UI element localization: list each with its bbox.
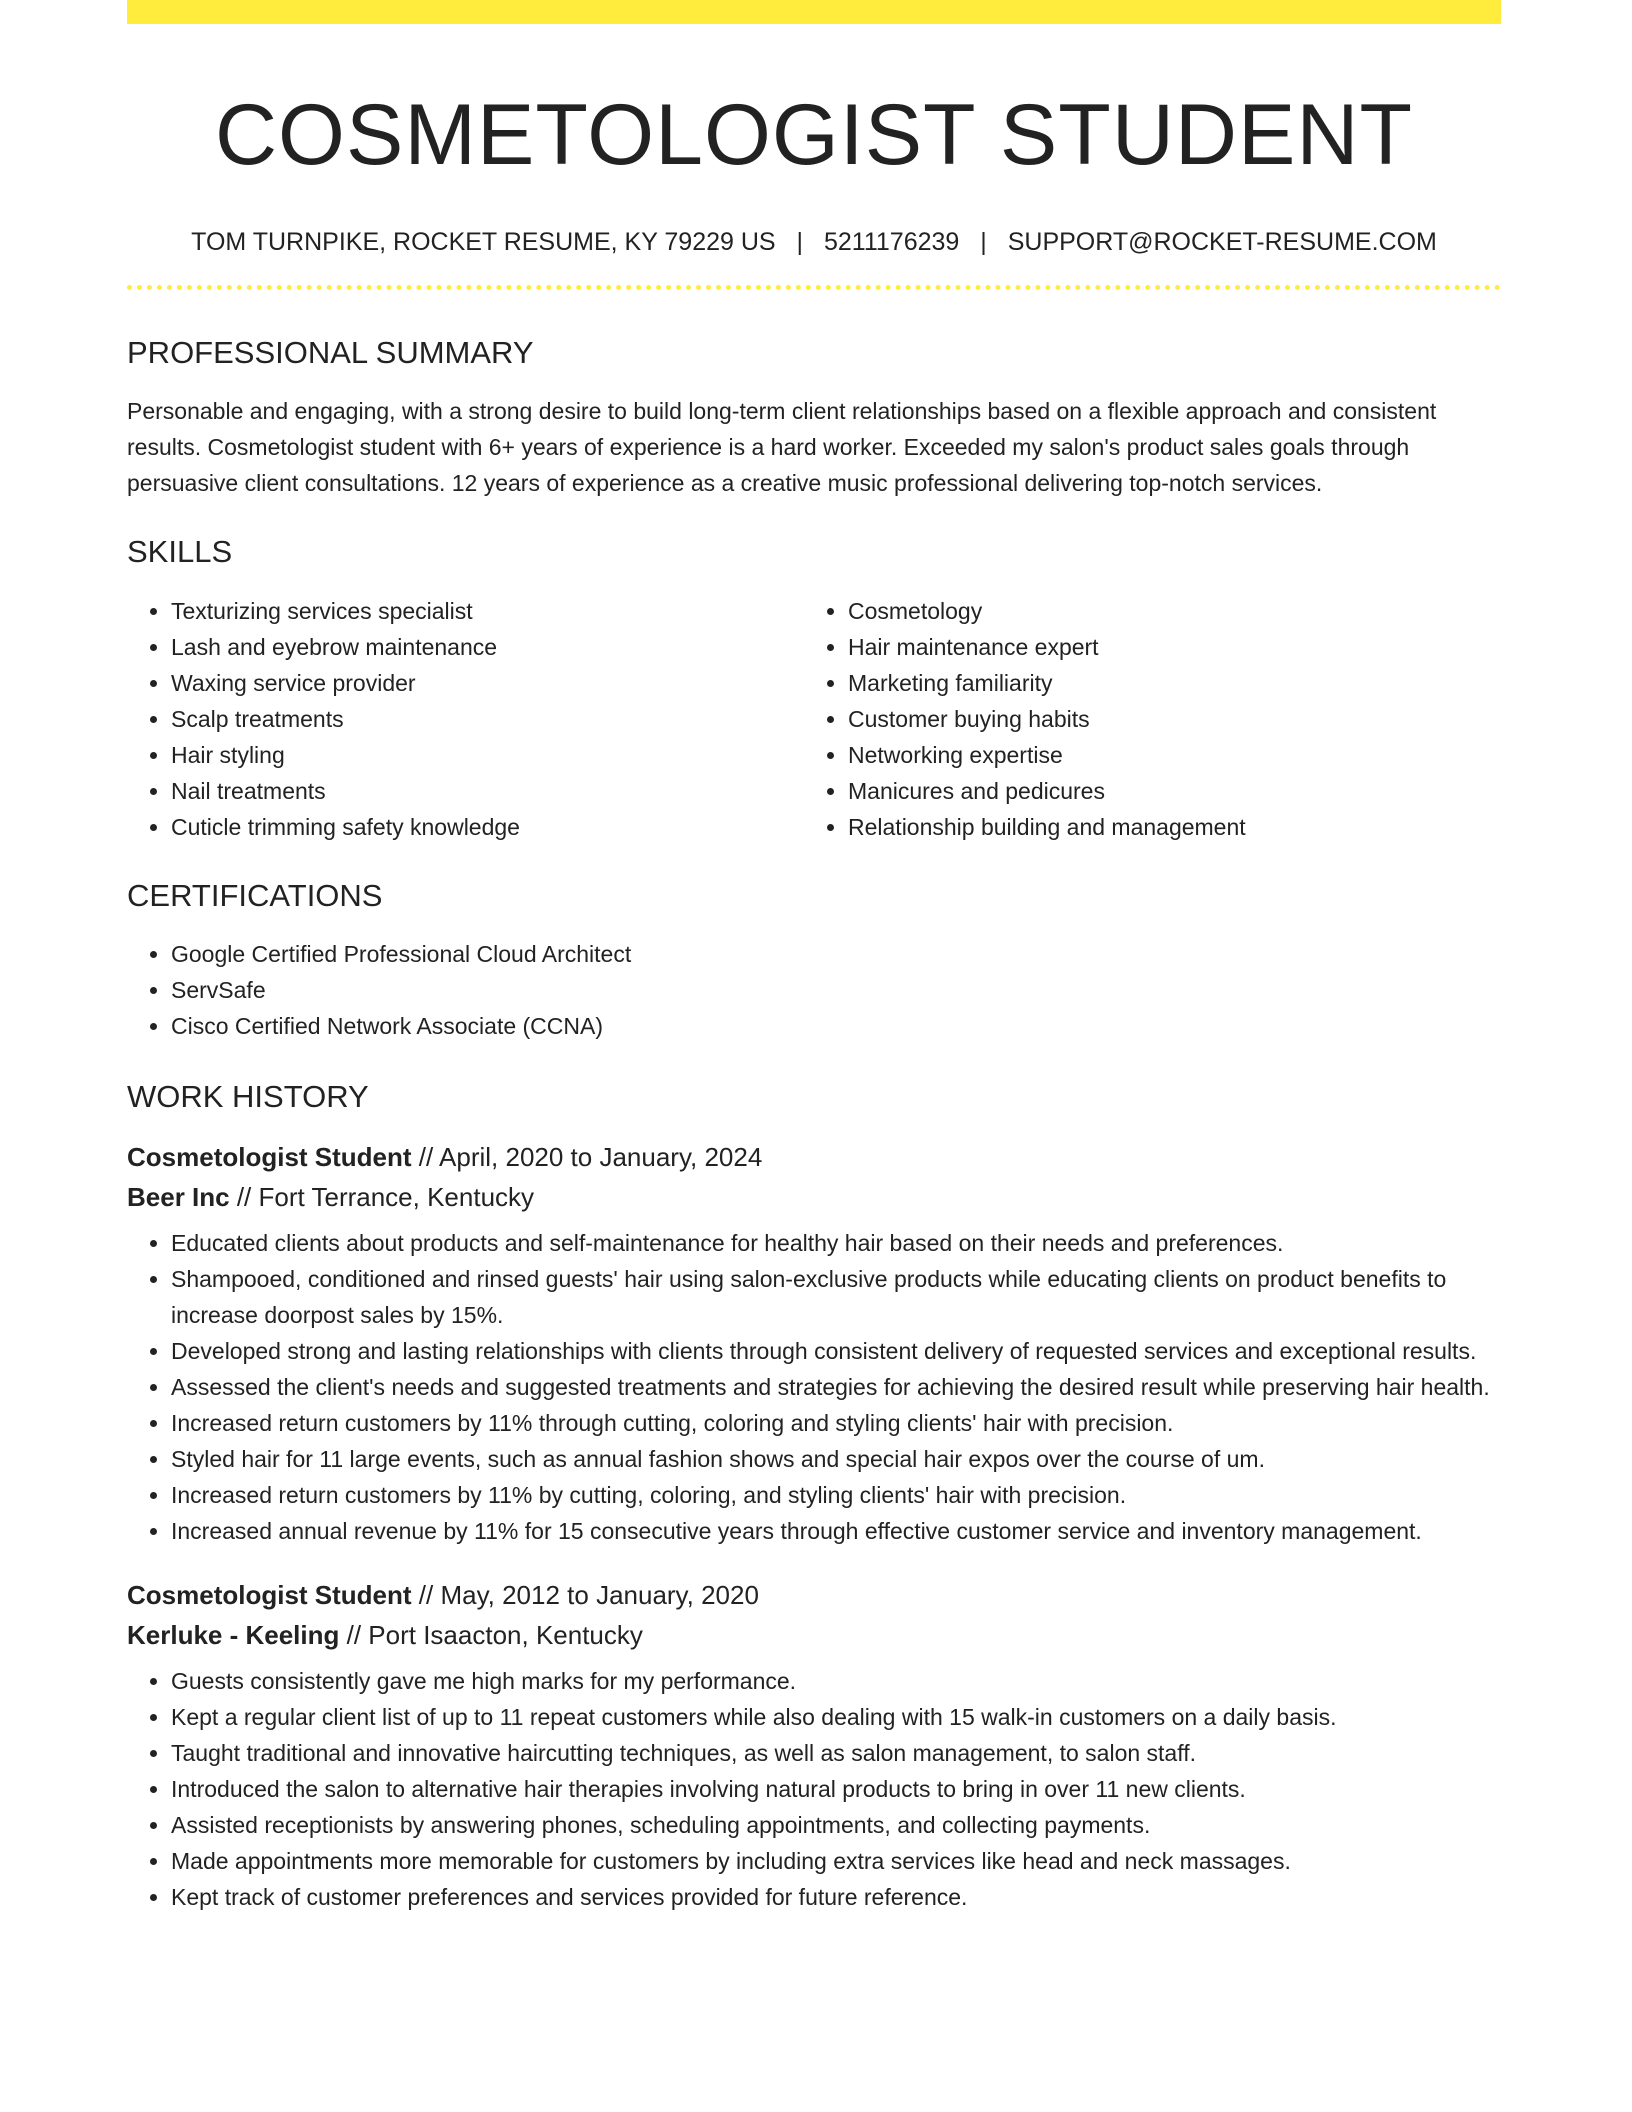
job-bullet: • Taught traditional and innovative haircutting techniques, as well as salon management, to salon staff. bbox=[171, 1735, 1501, 1771]
skills-right-column bbox=[804, 593, 1481, 845]
resume-page bbox=[127, 0, 1501, 1915]
job-title-line bbox=[127, 1137, 1501, 1177]
certification-item: • Cisco Certified Network Associate (CCNA) bbox=[171, 1008, 1501, 1044]
skill-item: • Manicures and pedicures bbox=[848, 773, 1481, 809]
skill-item: • Customer buying habits bbox=[848, 701, 1481, 737]
skill-item: • Texturizing services specialist bbox=[171, 593, 804, 629]
skill-item: • Cuticle trimming safety knowledge bbox=[171, 809, 804, 845]
job-title-line bbox=[127, 1575, 1501, 1615]
skill-item: • Waxing service provider bbox=[171, 665, 804, 701]
job-bullet: • Assisted receptionists by answering phones, scheduling appointments, and collecting payments. bbox=[171, 1807, 1501, 1843]
dotted-divider bbox=[127, 285, 1501, 290]
skills-heading: SKILLS bbox=[127, 534, 233, 570]
resume-title: COSMETOLOGIST STUDENT bbox=[214, 87, 1414, 183]
contact-phone: 5211176239 bbox=[823, 228, 960, 257]
contact-line bbox=[127, 227, 1501, 257]
job-company-line bbox=[127, 1615, 1501, 1655]
certification-item: • Google Certified Professional Cloud Architect bbox=[171, 936, 1501, 972]
job-location: // Fort Terrance, Kentucky bbox=[229, 1181, 535, 1212]
job-title: Cosmetologist Student bbox=[127, 1141, 412, 1172]
skill-item: • Hair styling bbox=[171, 737, 804, 773]
job-bullet: • Developed strong and lasting relationships with clients through consistent delivery of requested services and exceptional results. bbox=[171, 1333, 1501, 1369]
job-bullet: • Made appointments more memorable for customers by including extra services like head and neck massages. bbox=[171, 1843, 1501, 1879]
skill-item: • Cosmetology bbox=[848, 593, 1481, 629]
job-bullet: • Assessed the client's needs and suggested treatments and strategies for achieving the desired result while preserving hair health. bbox=[171, 1369, 1501, 1405]
contact-separator: | bbox=[980, 228, 987, 257]
skills-grid bbox=[127, 593, 1501, 845]
skill-item: • Lash and eyebrow maintenance bbox=[171, 629, 804, 665]
certification-item: • ServSafe bbox=[171, 972, 1501, 1008]
skill-item: • Relationship building and management bbox=[848, 809, 1481, 845]
contact-address: TOM TURNPIKE, ROCKET RESUME, KY 79229 US bbox=[191, 228, 776, 257]
skill-item: • Marketing familiarity bbox=[848, 665, 1481, 701]
job-company: Kerluke - Keeling bbox=[127, 1619, 340, 1650]
job-company-line bbox=[127, 1177, 1501, 1217]
job-bullet: • Increased annual revenue by 11% for 15 consecutive years through effective customer service and inventory management. bbox=[171, 1513, 1501, 1549]
job-bullet: • Kept track of customer preferences and services provided for future reference. bbox=[171, 1879, 1501, 1915]
skill-item: • Nail treatments bbox=[171, 773, 804, 809]
job-bullet: • Guests consistently gave me high marks for my performance. bbox=[171, 1663, 1501, 1699]
job-location: // Port Isaacton, Kentucky bbox=[339, 1619, 643, 1650]
summary-heading: PROFESSIONAL SUMMARY bbox=[127, 335, 534, 371]
contact-email: SUPPORT@ROCKET-RESUME.COM bbox=[1007, 228, 1437, 257]
job-bullets bbox=[127, 1663, 1501, 1915]
work-history-heading: WORK HISTORY bbox=[127, 1078, 369, 1114]
certifications-heading: CERTIFICATIONS bbox=[127, 877, 383, 913]
job-dates: // April, 2020 to January, 2024 bbox=[411, 1141, 763, 1172]
job-bullet: • Introduced the salon to alternative hair therapies involving natural products to bring in over 11 new clients. bbox=[171, 1771, 1501, 1807]
summary-text: Personable and engaging, with a strong desire to build long-term client relationships based on a flexible approach and consistent results. Cosmetologist student with 6+ years of experience is a hard worker. Exceeded my salon's product sales goals through persuasive client consultations. 12 years of experience as a creative music professional delivering top-notch services. bbox=[127, 398, 1437, 497]
contact-separator: | bbox=[796, 228, 804, 257]
skills-left-column bbox=[127, 593, 804, 845]
job-bullet: • Increased return customers by 11% by cutting, coloring, and styling clients' hair with precision. bbox=[171, 1477, 1501, 1513]
skill-item: • Networking expertise bbox=[848, 737, 1481, 773]
skill-item: • Hair maintenance expert bbox=[848, 629, 1481, 665]
certifications-list bbox=[127, 936, 1501, 1044]
job-bullet: • Kept a regular client list of up to 11 repeat customers while also dealing with 15 walk-in customers on a daily basis. bbox=[171, 1699, 1501, 1735]
job-bullet: • Increased return customers by 11% through cutting, coloring and styling clients' hair with precision. bbox=[171, 1405, 1501, 1441]
job-title: Cosmetologist Student bbox=[127, 1579, 412, 1610]
top-accent-bar bbox=[127, 0, 1501, 24]
job-company: Beer Inc bbox=[127, 1181, 230, 1212]
job-bullets bbox=[127, 1225, 1501, 1549]
job-dates: // May, 2012 to January, 2020 bbox=[411, 1579, 759, 1610]
job-bullet: • Educated clients about products and self-maintenance for healthy hair based on their needs and preferences. bbox=[171, 1225, 1501, 1261]
job-bullet: • Styled hair for 11 large events, such as annual fashion shows and special hair expos over the course of um. bbox=[171, 1441, 1501, 1477]
skill-item: • Scalp treatments bbox=[171, 701, 804, 737]
job-bullet: • Shampooed, conditioned and rinsed guests' hair using salon-exclusive products while educating clients on product benefits to increase doorpost sales by 15%. bbox=[171, 1261, 1501, 1333]
